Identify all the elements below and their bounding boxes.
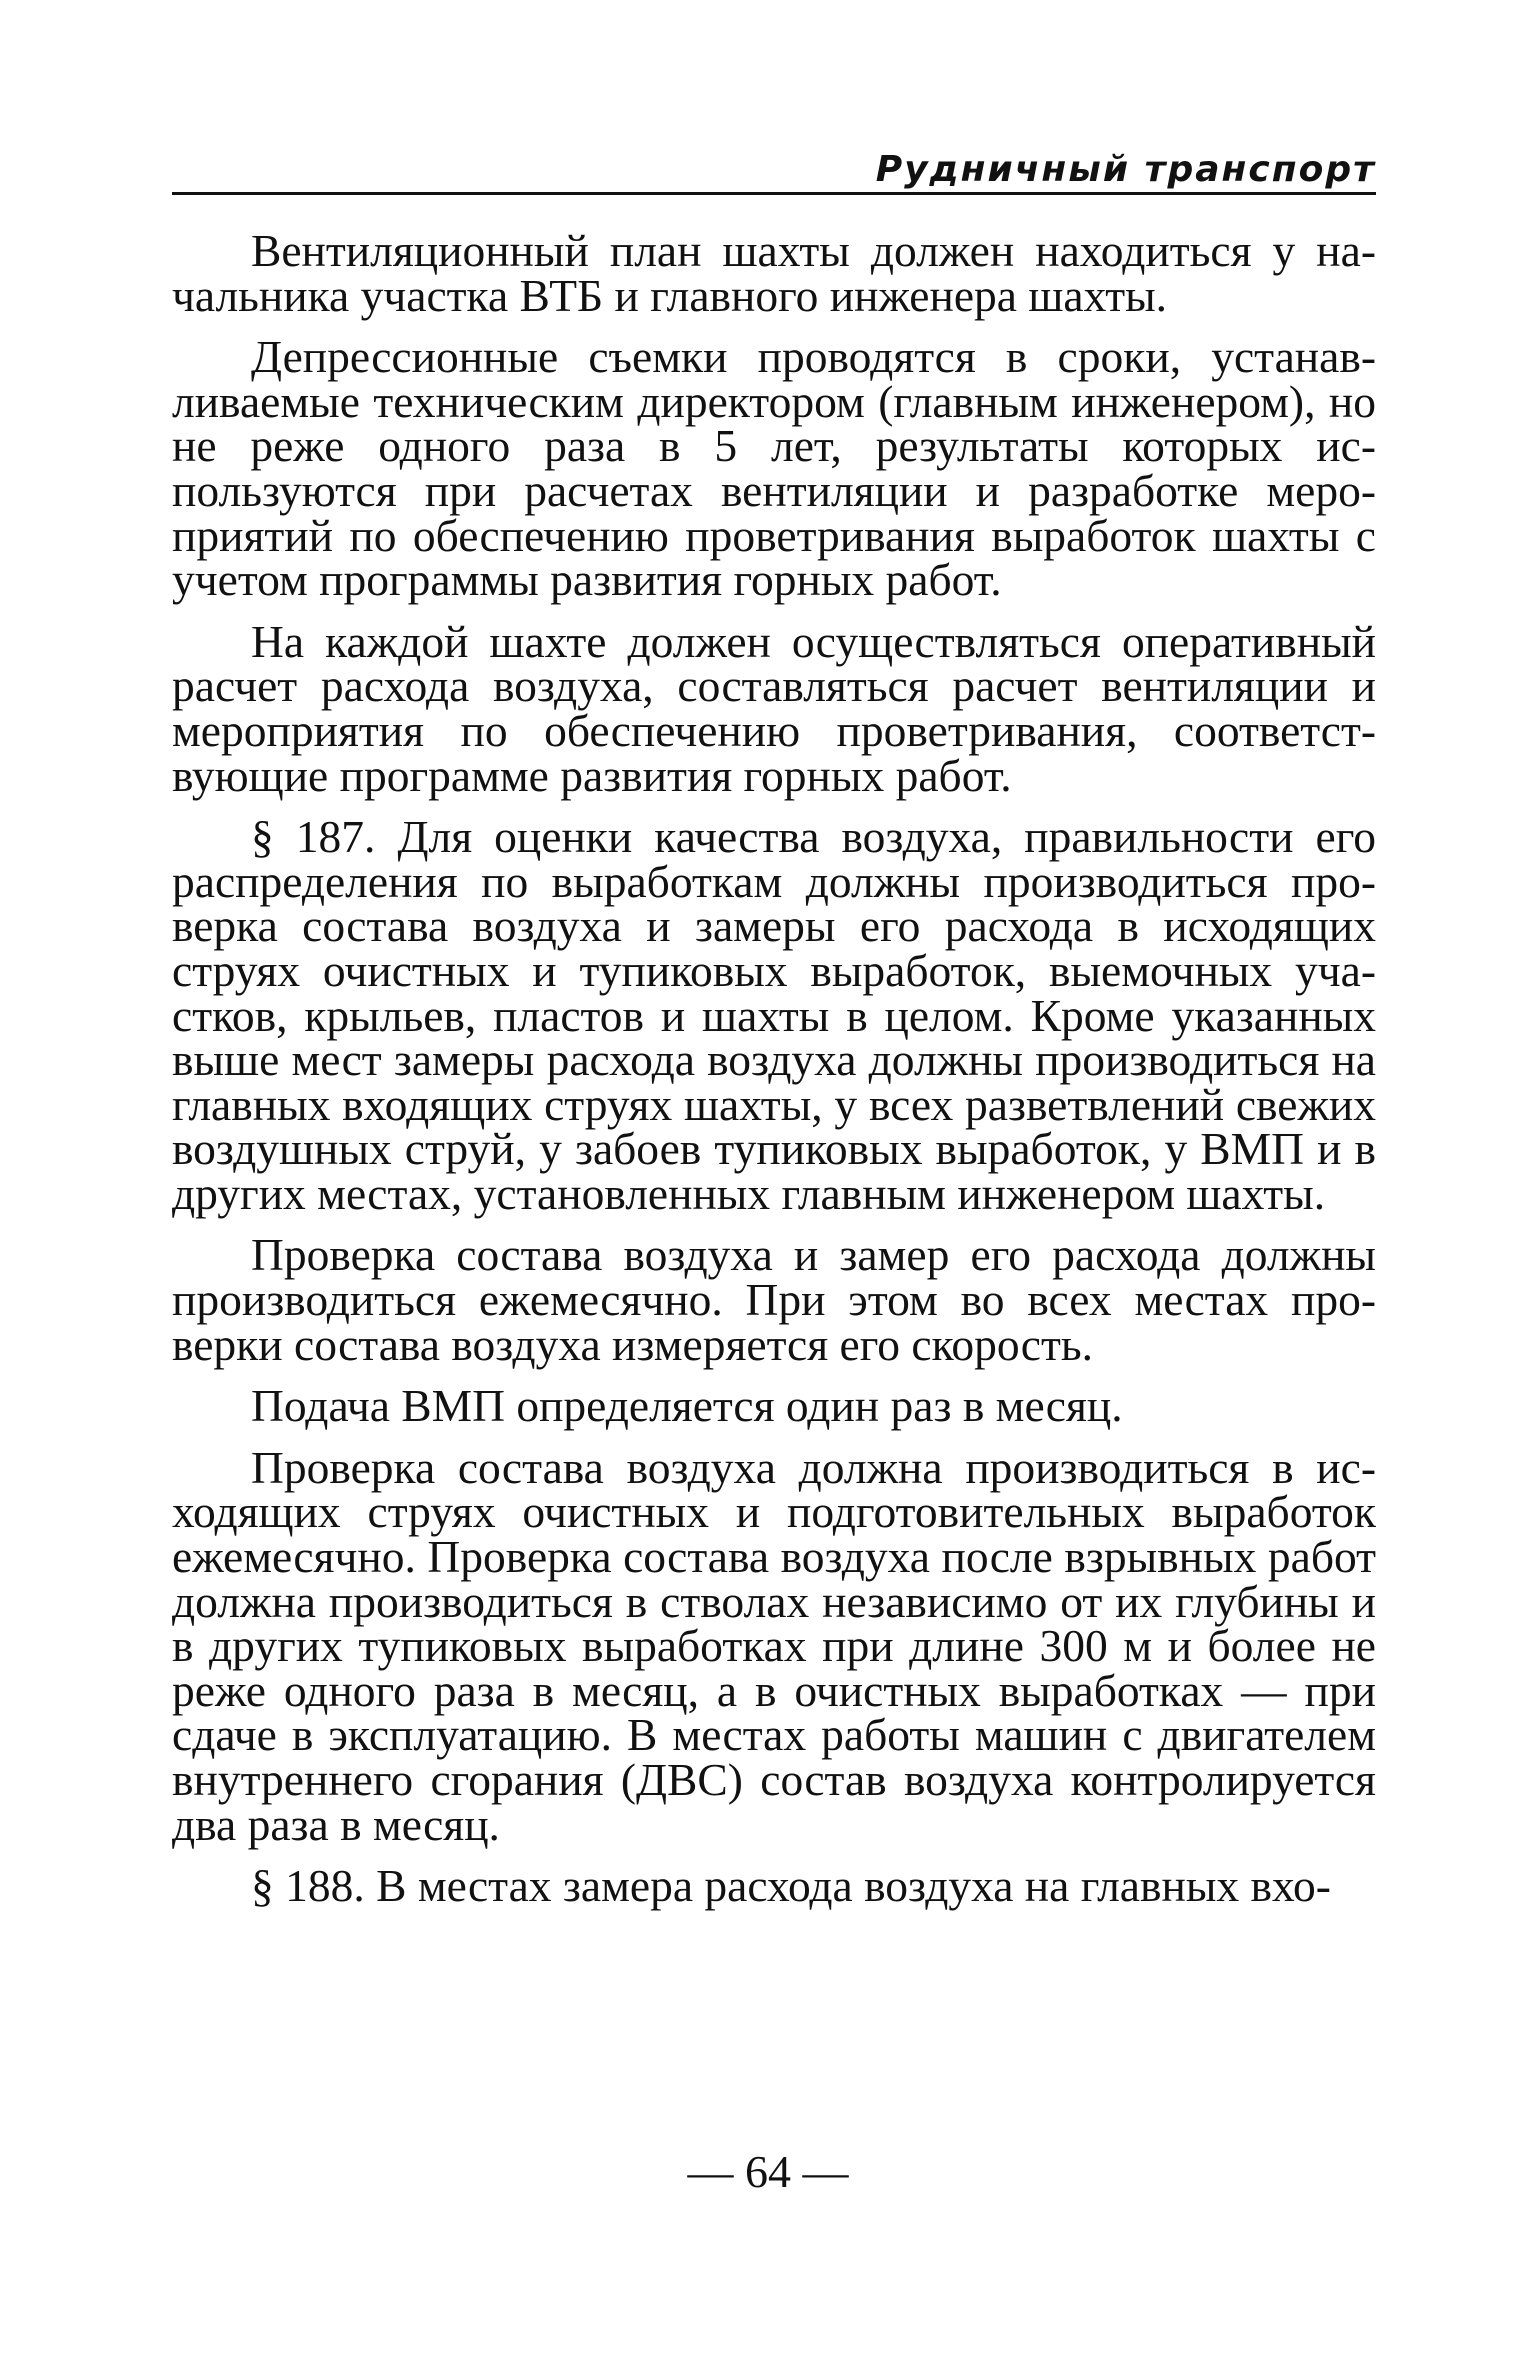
- paragraph: Проверка состава воздуха и замер его расхода должны производиться ежемесячно. При этом во всех местах проверки состава воздуха измеряется его скорость.: [172, 1229, 1376, 1370]
- paragraph: Вентиляционный план шахты должен находиться у начальника участка ВТБ и главного инженера шахты.: [172, 225, 1376, 321]
- paragraph: Подача ВМП определяется один раз в месяц.: [251, 1380, 1123, 1432]
- running-header: [172, 150, 1376, 195]
- paragraph: § 188. В местах замера расхода воздуха на главных вхо-: [251, 1860, 1331, 1912]
- book-page: [172, 150, 1376, 1926]
- body-text: [172, 225, 1376, 1912]
- paragraph: Проверка состава воздуха должна производиться в исходящих струях очистных и подготовительных выработок ежемесячно. Проверка состава воздуха после взрывных работ должна производиться в стволах независимо от их глубины и в других тупиковых выработках при длине 300 м и более не реже одного раза в месяц, а в очистных выработках — при сдаче в эксплуатацию. В местах работы машин с двигателем внутреннего сгорания (ДВС) состав воздуха контролируется два раза в месяц.: [172, 1441, 1376, 1850]
- paragraph: На каждой шахте должен осуществляться оперативный расчет расхода воздуха, составляться расчет вентиляции и мероприятия по обеспечению проветривания, соответствующие программе развития горных работ.: [172, 615, 1376, 801]
- page-number: — 64 —: [687, 2146, 849, 2197]
- running-title: Рудничный транспорт: [875, 149, 1376, 190]
- paragraph: § 187. Для оценки качества воздуха, правильности его распределения по выработкам должны производиться проверка состава воздуха и замеры его расхода в исходящих струях очистных и тупиковых выработок, выемочных участков, крыльев, пластов и шахты в целом. Кроме указанных выше мест замеры расхода воздуха должны производиться на главных входящих струях шахты, у всех разветвлений свежих воздушных струй, у забоев тупиковых выработок, у ВМП и в других местах, установленных главным инженером шахты.: [172, 811, 1376, 1219]
- paragraph: Депрессионные съемки проводятся в сроки, устанавливаемые техническим директором (главным инженером), но не реже одного раза в 5 лет, результаты которых используются при расчетах вентиляции и разработке мероприятий по обеспечению проветривания выработок шахты с учетом программы развития горных работ.: [172, 331, 1376, 606]
